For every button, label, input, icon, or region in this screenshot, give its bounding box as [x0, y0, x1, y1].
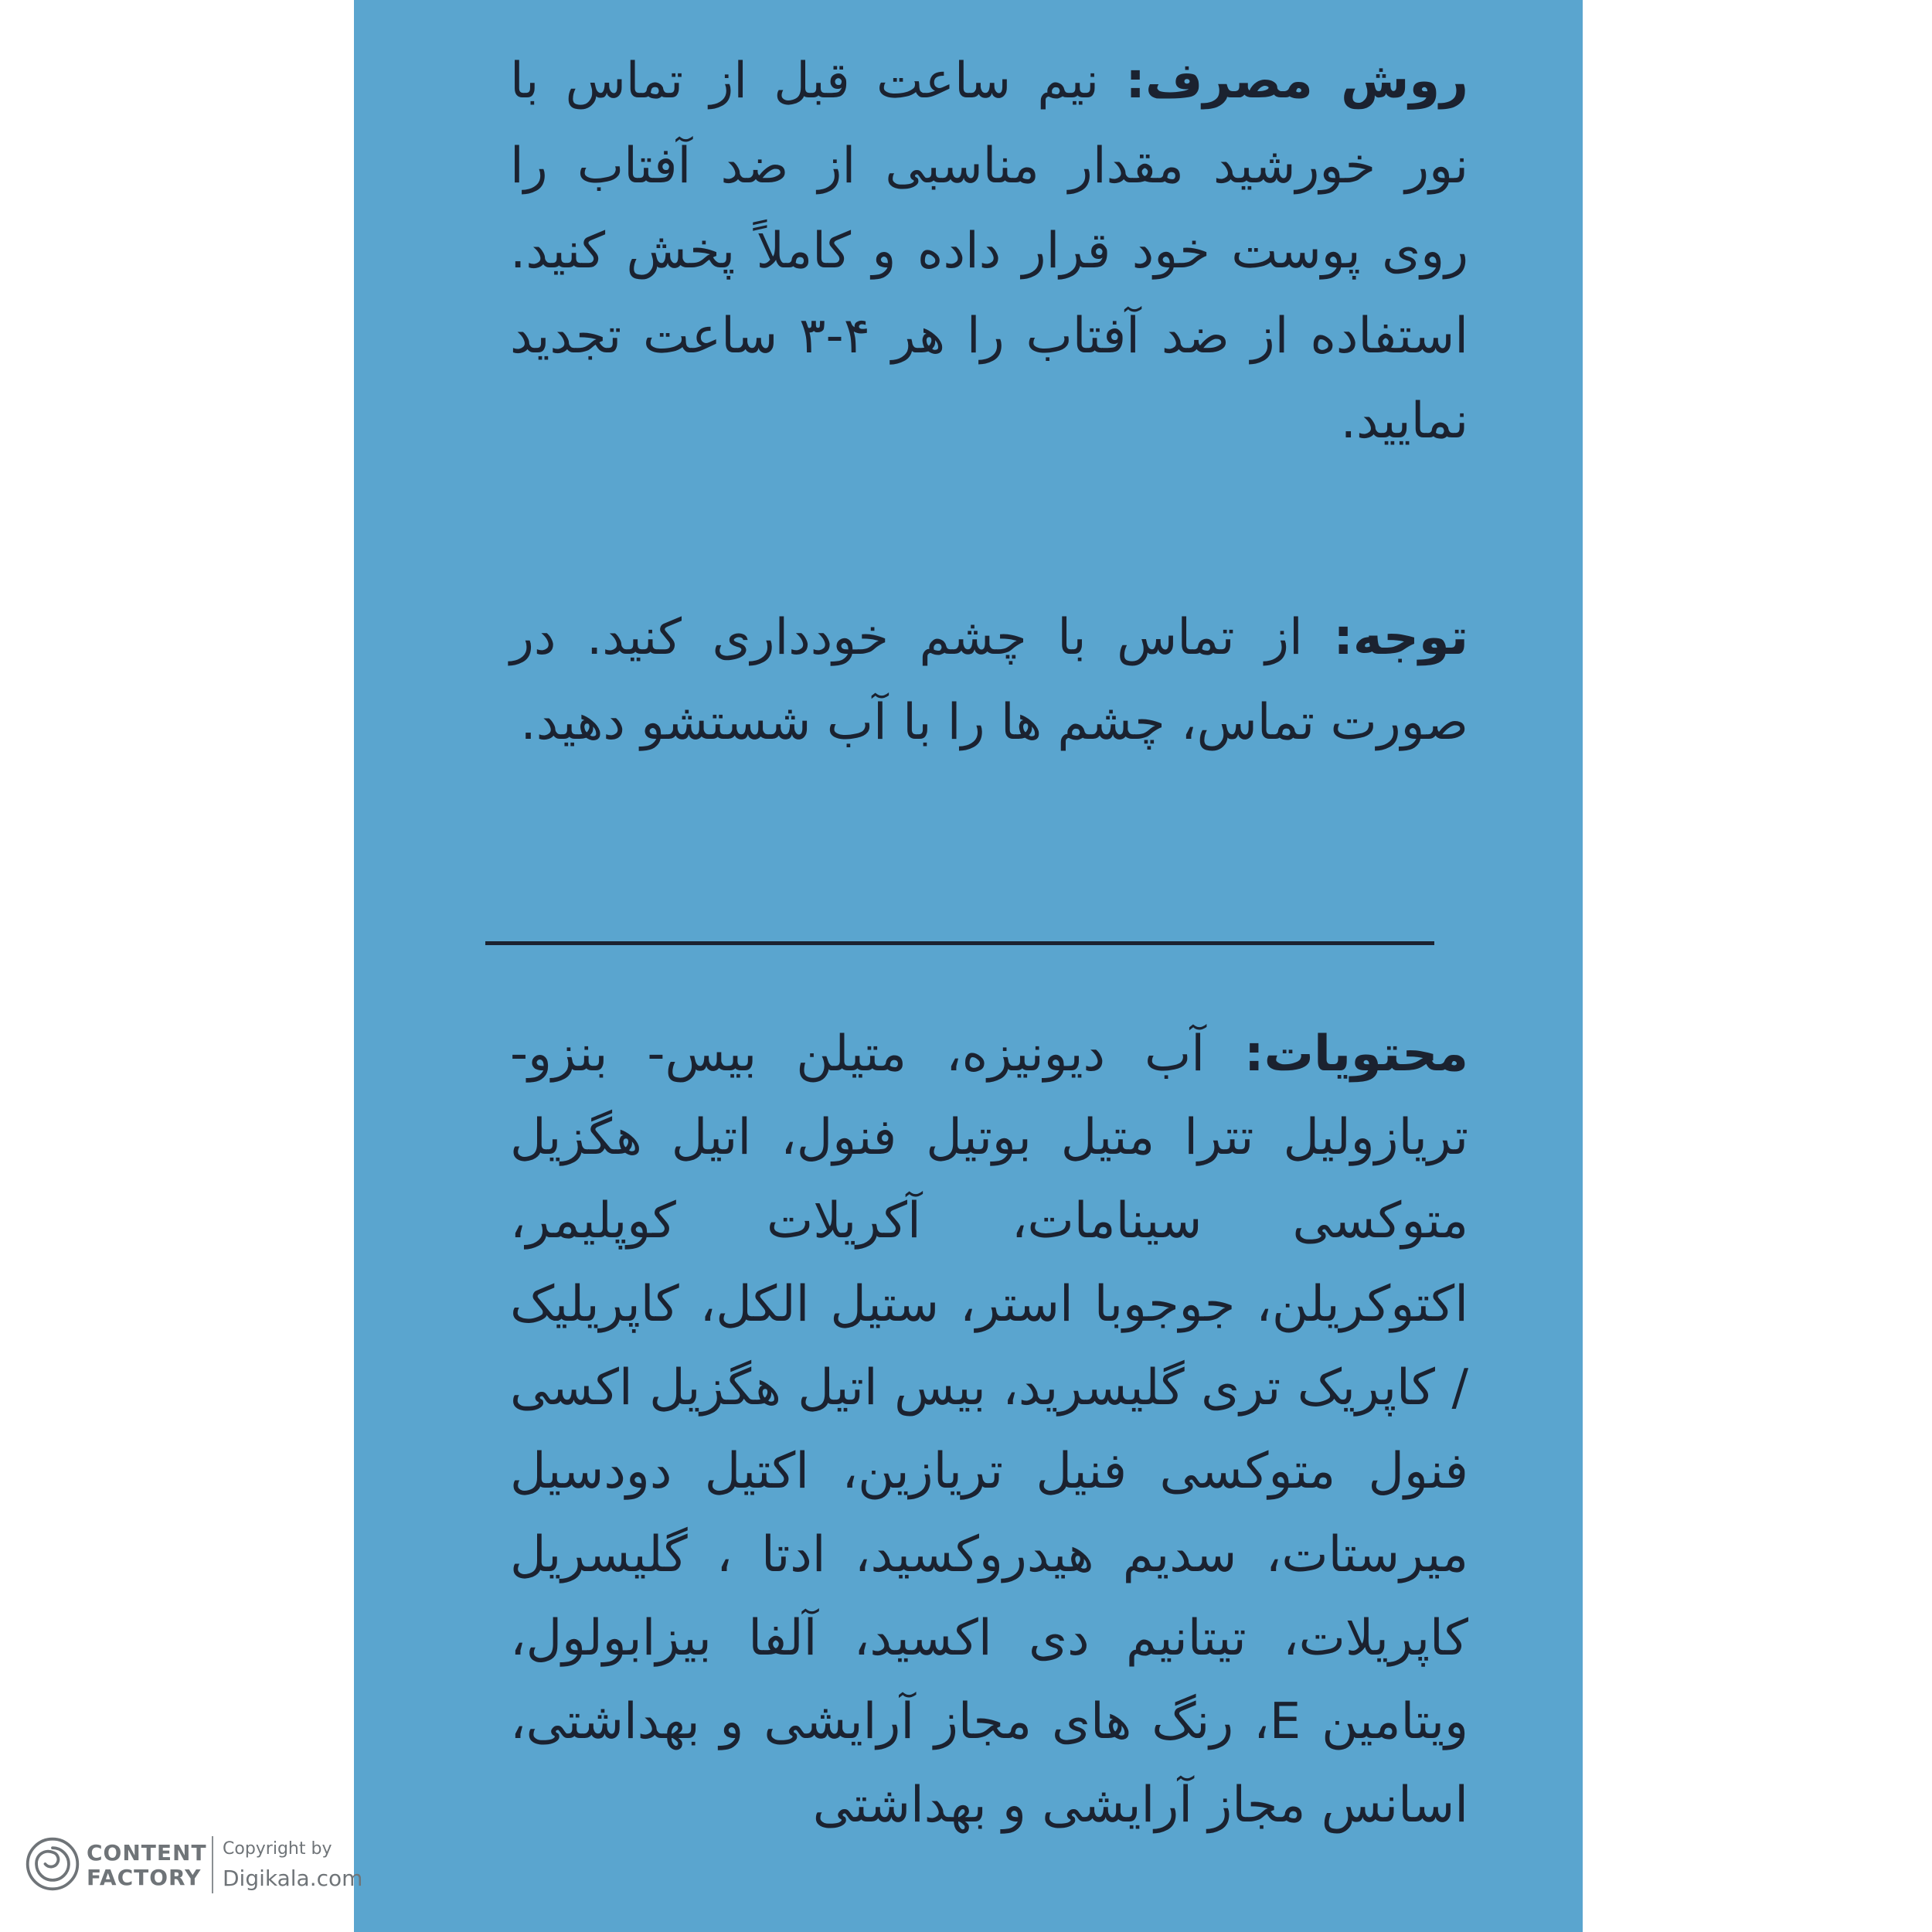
watermark-brand-line1: CONTENT — [87, 1840, 207, 1866]
ingredients-heading: محتویات: — [1244, 1026, 1469, 1083]
caution-text: از تماس با چشم خودداری کنید. در صورت تماس، چشم ها را با آب شستشو دهید. — [510, 609, 1468, 751]
watermark-site: Digikala.com — [223, 1866, 363, 1891]
watermark-copyright: Copyright by — [223, 1839, 332, 1859]
usage-section — [510, 39, 1468, 464]
watermark — [23, 1832, 394, 1901]
ingredients-text: آب دیونیزه، متیلن بیس- بنزو- تریازولیل تترا متیل بوتیل فنول، اتیل هگزیل متوکسی سینامات، آکریلات کوپلیمر، اکتوکریلن، جوجوبا استر، ستیل الکل، کاپریلیک / کاپریک تری گلیسرید، بیس اتیل هگزیل اکسی فنول متوکسی فنیل تریازین، اکتیل دودسیل میرستات، سدیم هیدروکسید، ادتا ، گلیسریل کاپریلات، تیتانیم دی اکسید، آلفا بیزابولول، ویتامین E، رنگ های مجاز آرایشی و بهداشتی، اسانس مجاز آرایشی و بهداشتی — [510, 1026, 1469, 1834]
watermark-brand-line2: FACTORY — [87, 1865, 202, 1890]
spiral-logo-icon — [23, 1835, 82, 1893]
watermark-brand — [87, 1841, 207, 1890]
usage-heading: روش مصرف: — [1125, 53, 1469, 110]
usage-text: نیم ساعت قبل از تماس با نور خورشید مقدار مناسبی از ضد آفتاب را روی پوست خود قرار داده و کاملاً پخش کنید. استفاده از ضد آفتاب را هر ۴-۳ ساعت تجدید نمایید. — [510, 53, 1468, 450]
caution-heading: توجه: — [1333, 609, 1469, 666]
watermark-separator — [212, 1836, 213, 1893]
caution-section — [510, 595, 1468, 765]
section-divider — [485, 941, 1434, 945]
ingredients-section — [510, 1012, 1468, 1847]
